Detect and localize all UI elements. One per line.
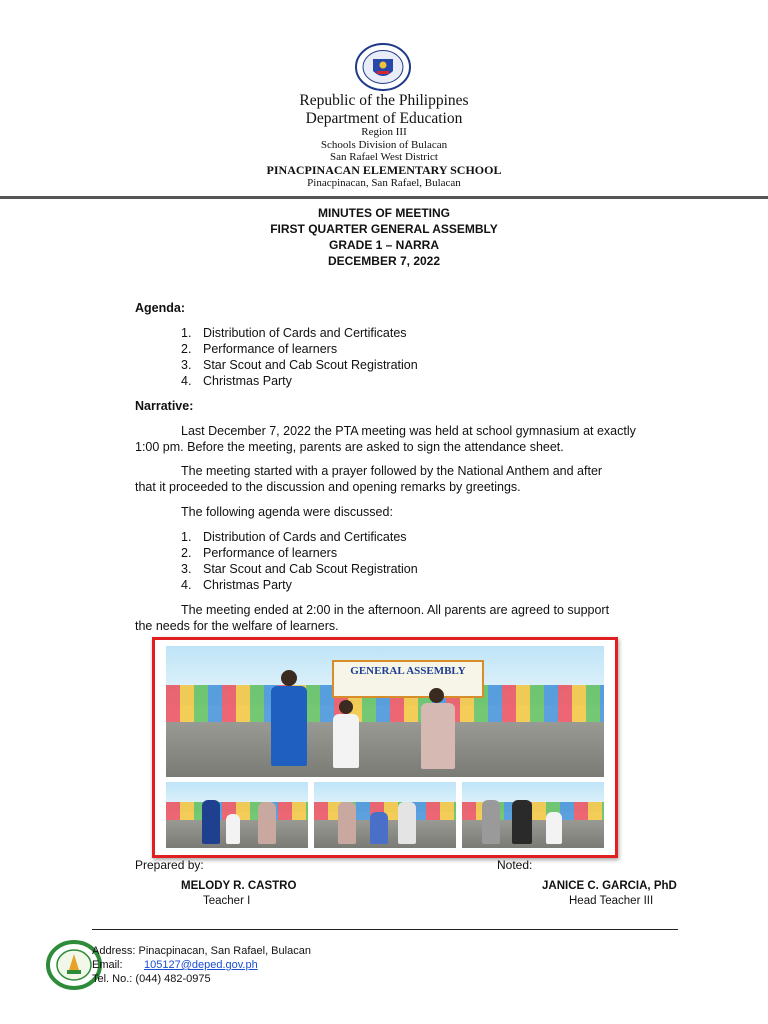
prepared-by-label: Prepared by:: [135, 858, 204, 872]
banner-text: GENERAL ASSEMBLY: [350, 665, 466, 677]
doc-title-line4: DECEMBER 7, 2022: [327, 254, 441, 268]
deped-seal-icon: [353, 43, 413, 91]
footer-rule: [92, 929, 678, 930]
noted-by-name: JANICE C. GARCIA, PhD: [542, 880, 677, 892]
narrative-p4-line2: the needs for the welfare of learners.: [135, 619, 339, 633]
narrative-p1-line2: 1:00 pm. Before the meeting, parents are asked to sign the attendance sheet.: [135, 440, 564, 454]
photo-collage: [152, 637, 618, 858]
region: Region III: [361, 126, 407, 138]
header-rule: [0, 196, 768, 199]
footer-address: Address: Pinacpinacan, San Rafael, Bulacan: [92, 945, 311, 957]
doc-title-line2: FIRST QUARTER GENERAL ASSEMBLY: [270, 222, 498, 236]
email-link[interactable]: 105127@deped.gov.ph: [144, 959, 258, 971]
agenda-heading: Agenda:: [135, 301, 185, 315]
noted-by-title: Head Teacher III: [569, 895, 654, 907]
school-name: PINACPINACAN ELEMENTARY SCHOOL: [266, 163, 502, 177]
list-item: 1. Distribution of Cards and Certificates: [181, 530, 407, 544]
narrative-p1-line1: Last December 7, 2022 the PTA meeting was held at school gymnasium at exactly: [181, 424, 636, 438]
division: Schools Division of Bulacan: [320, 139, 448, 151]
discussed-list: [181, 529, 418, 593]
list-item: 1. Distribution of Cards and Certificates: [181, 326, 407, 340]
noted-by-label: Noted:: [497, 858, 533, 872]
doc-title-line1: MINUTES OF MEETING: [318, 206, 450, 220]
thumbnail-photo: [166, 782, 308, 848]
narrative-p4-line1: The meeting ended at 2:00 in the afternoon. All parents are agreed to support: [181, 603, 610, 617]
narrative-p3: The following agenda were discussed:: [181, 505, 393, 519]
doc-title-line3: GRADE 1 – NARRA: [328, 238, 439, 252]
narrative-p2-line1: The meeting started with a prayer followed by the National Anthem and after: [181, 464, 603, 478]
footer-email: Email: 105127@deped.gov.ph: [92, 959, 258, 971]
list-item: 2. Performance of learners: [181, 546, 338, 560]
school-location: Pinacpinacan, San Rafael, Bulacan: [307, 177, 461, 189]
narrative-heading: Narrative:: [135, 399, 194, 413]
footer-tel: Tel. No.: (044) 482-0975: [92, 973, 211, 985]
prepared-by-name: MELODY R. CASTRO: [181, 880, 297, 892]
thumbnail-photo: [314, 782, 456, 848]
thumbnail-photo: [462, 782, 604, 848]
list-item: 3. Star Scout and Cab Scout Registration: [181, 358, 418, 372]
agenda-list: [181, 325, 418, 389]
country-name: Republic of the Philippines: [299, 92, 469, 109]
list-item: 4. Christmas Party: [181, 578, 292, 592]
department-name: Department of Education: [305, 110, 463, 127]
narrative-p2-line2: that it proceeded to the discussion and opening remarks by greetings.: [135, 480, 521, 494]
list-item: 2. Performance of learners: [181, 342, 338, 356]
list-item: 4. Christmas Party: [181, 374, 292, 388]
list-item: 3. Star Scout and Cab Scout Registration: [181, 562, 418, 576]
prepared-by-title: Teacher I: [203, 895, 251, 907]
main-photo: [166, 646, 604, 777]
district: San Rafael West District: [330, 151, 438, 163]
